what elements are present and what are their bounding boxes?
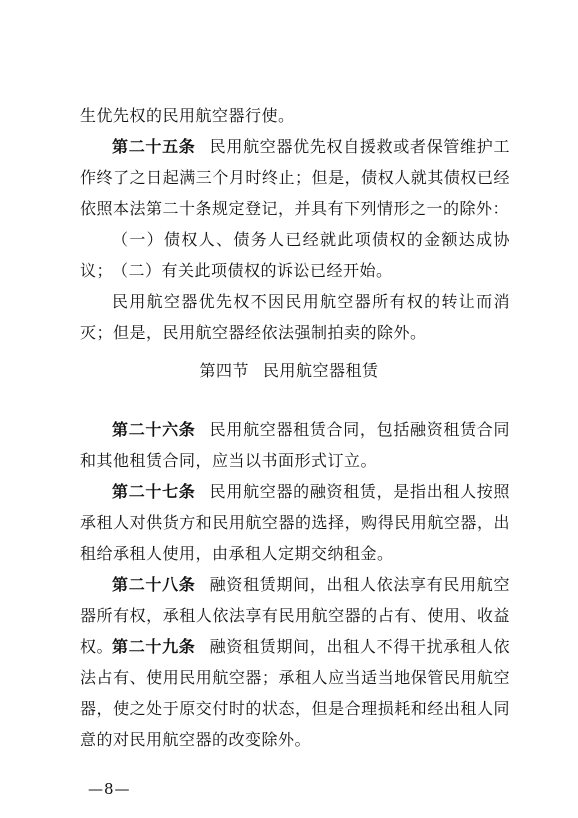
intro-tail-text: 生优先权的民用航空器行使。 <box>80 106 295 125</box>
article-26 <box>80 414 510 476</box>
article-26-text: 民用航空器租赁合同，包括融资租赁合同和其他租赁合同，应当以书面形式订立。 <box>80 420 510 470</box>
article-29 <box>80 631 510 755</box>
article-27-text: 民用航空器的融资租赁，是指出租人按照承租人对供货方和民用航空器的选择，购得民用航空器，出租给承租人使用，由承租人定期交纳租金。 <box>80 482 510 563</box>
article-27 <box>80 476 510 569</box>
article-27-number: 第二十七条 <box>112 482 196 501</box>
section-title: 民用航空器租赁 <box>263 361 379 380</box>
item-2-text: （二）有关此项债权的诉讼已经开始。 <box>112 261 393 280</box>
article-25-item-2 <box>80 255 510 286</box>
article-28-text: 融资租赁期间，出租人依法享有民用航空器所有权，承租人依法享有民用航空器的占有、使用、收益权。 <box>80 575 510 656</box>
article-29-number: 第二十九条 <box>112 637 196 656</box>
page-number: —8— <box>88 780 131 798</box>
priority-paragraph-text: 民用航空器优先权不因民用航空器所有权的转让而消灭；但是，民用航空器经依法强制拍卖的除外。 <box>80 292 510 342</box>
article-26-number: 第二十六条 <box>112 420 196 439</box>
article-25 <box>80 131 510 224</box>
article-28-number: 第二十八条 <box>112 575 196 594</box>
section-heading <box>0 358 578 381</box>
section-number: 第四节 <box>199 361 249 380</box>
intro-tail-paragraph <box>80 100 510 131</box>
article-25-number: 第二十五条 <box>112 137 196 156</box>
article-25-text: 民用航空器优先权自援救或者保管维护工作终了之日起满三个月时终止；但是，债权人就其债权已经依照本法第二十条规定登记，并具有下列情形之一的除外： <box>80 137 510 218</box>
item-1-text: （一）债权人、债务人已经就此项债权的金额达成协议； <box>80 230 510 280</box>
priority-paragraph <box>80 286 510 348</box>
article-29-text: 融资租赁期间，出租人不得干扰承租人依法占有、使用民用航空器；承租人应当适当地保管民用航空器，使之处于原交付时的状态，但是合理损耗和经出租人同意的对民用航空器的改变除外。 <box>80 637 510 749</box>
